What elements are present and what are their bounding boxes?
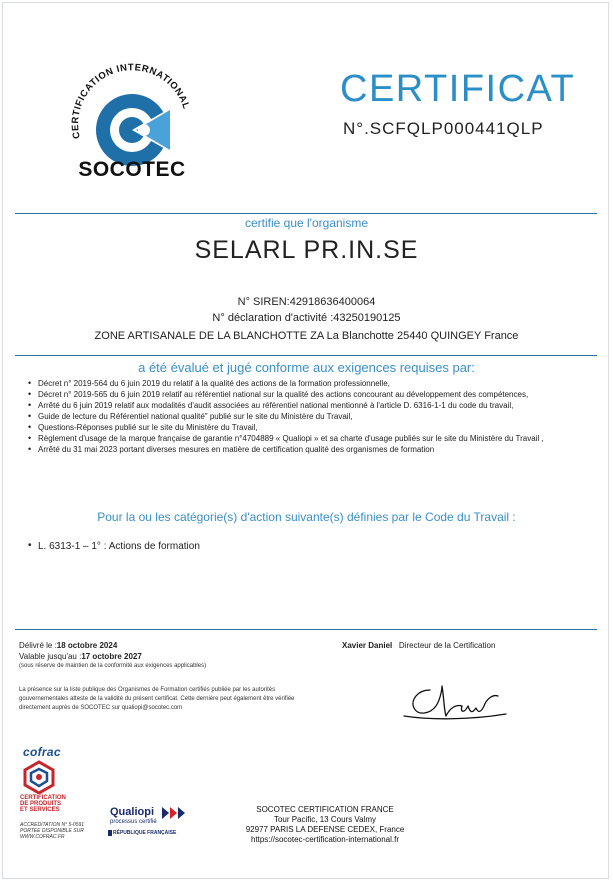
organization-name: SELARL PR.IN.SE (194, 236, 419, 264)
issued-label: Délivré le : (19, 641, 57, 650)
signer-role: Directeur de la Certification (398, 641, 496, 650)
valid-label: Valable jusqu'au : (19, 652, 82, 661)
valid-date: 17 octobre 2027 (81, 652, 142, 661)
signature (400, 676, 510, 724)
divider (15, 629, 597, 630)
list-item: • Décret n° 2019-564 du 6 juin 2019 du relatif à la qualité des actions de la formation professionnelle, (22, 378, 597, 389)
qualiopi-wordmark: Qualiopi (110, 806, 154, 818)
logo-arc-text: CERTIFICATION INTERNATIONAL (70, 62, 192, 140)
validity-note: (sous réserve de maintien de la conformité aux exigences applicables) (19, 663, 207, 669)
issued-date: 18 octobre 2024 (56, 641, 118, 650)
list-item: • L. 6313-1 – 1° : Actions de formation (22, 541, 200, 552)
list-item: • Questions-Réponses publié sur le site du Ministère du Travail, (22, 422, 597, 433)
verification-notice: La présence sur la liste publique des Organismes de Formation certifiés publiée par les autorités gouvernementales atteste de la validité du présent certificat. Cette dernière peut également être vérifiée directement auprès de SOCOTEC sur qualiopi@socotec.com (19, 687, 295, 711)
divider (15, 213, 597, 214)
siren-number: N° SIREN:42918636400064 (237, 296, 376, 308)
requirements-list (22, 378, 597, 455)
certify-intro: certifie que l'organisme (244, 216, 369, 230)
qualiopi-subtitle: processus certifié (110, 819, 157, 825)
footer-address: SOCOTEC CERTIFICATION FRANCE Tour Pacific, 13 Cours Valmy 92977 PARIS LA DEFENSE CEDEX, France https://socotec-certification-international.fr (245, 805, 405, 844)
qualiopi-arrows-icon (162, 807, 186, 819)
list-item: • Arrêté du 6 juin 2019 relatif aux modalités d'audit associées au référentiel national mentionné à l'article D. 6316-1-1 du code du travail, (22, 400, 597, 411)
list-item: • Décret n° 2019-565 du 6 juin 2019 relatif au référentiel national sur la qualité des actions concourant au développement des compétences, (22, 389, 597, 400)
category-heading: Pour la ou les catégorie(s) d'action suivante(s) définies par le Code du Travail : (97, 510, 516, 524)
signer-name: Xavier Daniel (342, 641, 393, 650)
republic-label: RÉPUBLIQUE FRANÇAISE (113, 830, 177, 836)
cofrac-wordmark: cofrac (23, 745, 61, 759)
cofrac-category: CERTIFICATION DE PRODUITS ET SERVICES (20, 795, 66, 813)
list-item: • Règlement d'usage de la marque française de garantie n°4704889 « Qualiopi » et sa charte d'usage publiés sur le site du Ministère du Travail , (22, 433, 597, 444)
cofrac-accreditation: ACCREDITATION N° 5-0591 PORTEE DISPONIBLE SUR WWW.COFRAC.FR (20, 822, 85, 840)
declaration-number: N° déclaration d'activité :43250190125 (212, 312, 401, 324)
certificate-number: N°.SCFQLP000441QLP (343, 119, 544, 138)
organization-address: ZONE ARTISANALE DE LA BLANCHOTTE ZA La Blanchotte 25440 QUINGEY France (94, 330, 519, 342)
action-category-list (22, 541, 200, 552)
list-item: • Guide de lecture du Référentiel national qualité" publié sur le site du Ministère du Travail, (22, 411, 597, 422)
validity-block (19, 640, 206, 671)
list-item: • Arrêté du 31 mai 2023 portant diverses mesures en matière de certification qualité des organismes de formation (22, 444, 597, 455)
logo-brand: SOCOTEC (78, 158, 186, 181)
signer-block (342, 641, 495, 650)
conformity-heading: a été évalué et jugé conforme aux exigences requises par: (138, 360, 475, 375)
cofrac-icon (22, 760, 56, 794)
divider (15, 355, 597, 356)
republic-flag-icon (108, 830, 112, 836)
certificate-title: CERTIFICAT (340, 68, 576, 110)
